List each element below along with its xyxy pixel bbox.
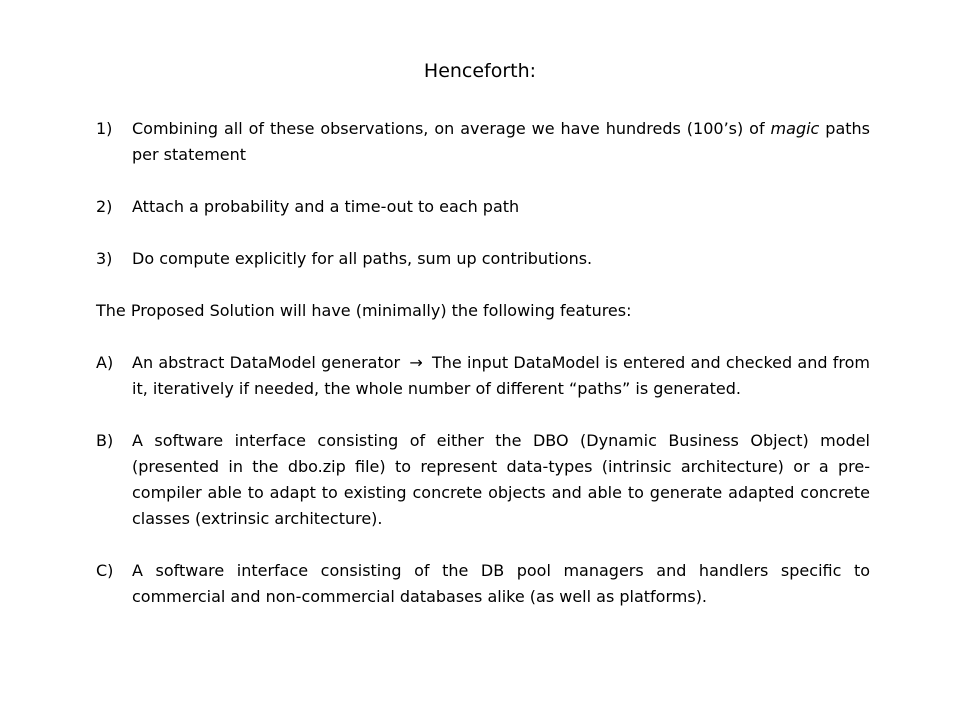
list-marker: 3) xyxy=(96,249,113,268)
list-marker: C) xyxy=(96,561,114,580)
list-text: Do compute explicitly for all paths, sum up contributions. xyxy=(132,249,593,268)
numbered-item-1 xyxy=(96,116,870,168)
list-text: Attach a probability and a time-out to each path xyxy=(132,197,520,216)
list-marker: 1) xyxy=(96,119,113,138)
list-text-part: paths per statement xyxy=(132,119,870,164)
slide-title: Henceforth: xyxy=(423,60,537,82)
numbered-item-2 xyxy=(96,194,870,220)
list-text-part: The input DataModel is entered and checked and from it, iteratively if needed, the whole number of different “paths” is generated. xyxy=(132,353,870,398)
numbered-item-3 xyxy=(96,246,870,272)
list-text: A software interface consisting of either the DBO (Dynamic Business Object) model (presented in the dbo.zip file) to represent data-types (intrinsic architecture) or a pre-compiler able to adapt to existing concrete objects and able to generate adapted concrete classes (extrinsic architecture). xyxy=(132,431,870,528)
lettered-item-b xyxy=(96,428,870,532)
lettered-item-a xyxy=(96,350,870,402)
list-marker: B) xyxy=(96,431,114,450)
emphasized-word: magic xyxy=(770,119,820,138)
lettered-item-c xyxy=(96,558,870,610)
intro-paragraph: The Proposed Solution will have (minimally) the following features: xyxy=(96,301,632,320)
slide-body xyxy=(96,116,870,636)
list-text-part: Combining all of these observations, on average we have hundreds (100’s) of xyxy=(132,119,771,138)
list-text xyxy=(132,116,870,168)
right-arrow-icon: → xyxy=(409,353,423,372)
list-marker: A) xyxy=(96,353,114,372)
list-text-part: An abstract DataModel generator xyxy=(132,353,401,372)
list-text: A software interface consisting of the DB pool managers and handlers specific to commercial and non-commercial databases alike (as well as platforms). xyxy=(132,561,870,606)
list-marker: 2) xyxy=(96,197,113,216)
list-text xyxy=(132,350,870,402)
